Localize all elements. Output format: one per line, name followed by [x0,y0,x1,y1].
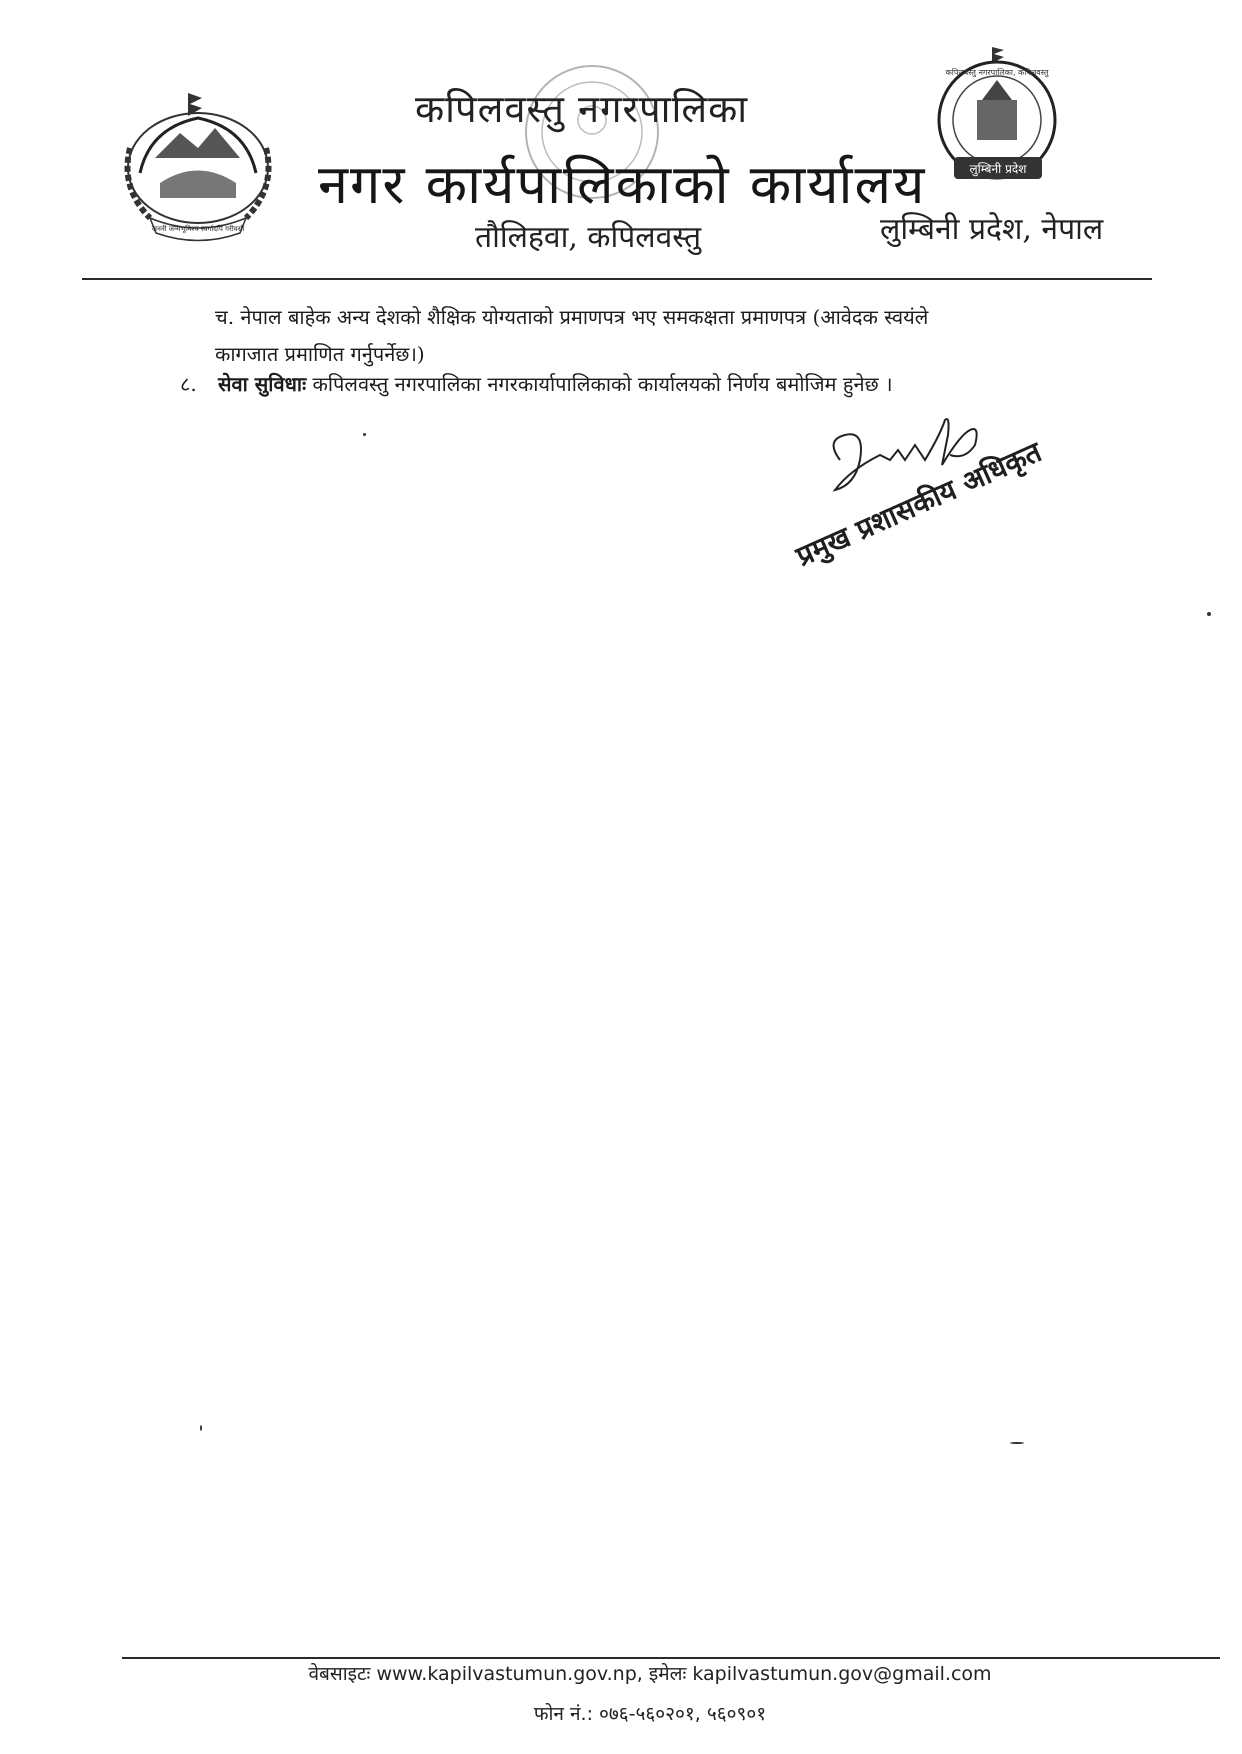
scan-speck [1010,1442,1024,1444]
emblem-motto-text: जननी जन्मभूमिश्च स्वर्गादपि गरीयसी [151,225,245,233]
header-divider [82,278,1152,280]
email-label: इमेलः [648,1663,687,1685]
national-emblem-logo [110,88,286,246]
body-line-cha-continued: कागजात प्रमाणित गर्नुपर्नेछ।) [215,342,425,366]
email-link[interactable]: kapilvastumun.gov@gmail.com [692,1663,992,1685]
body-line-cha: च. नेपाल बाहेक अन्य देशको शैक्षिक योग्यताको प्रमाणपत्र भए समकक्षता प्रमाणपत्र (आवेदक स्वयंले [215,305,929,329]
website-link[interactable]: www.kapilvastumun.gov.np [376,1663,637,1685]
phone-label: फोन नं.: [533,1703,593,1725]
municipality-name: कपिलवस्तु नगरपालिका [415,87,749,131]
office-address: तौलिहवा, कपिलवस्तु [475,220,702,255]
scan-speck [363,433,366,436]
item-title: सेवा सुविधाः [218,372,307,396]
municipality-logo [930,45,1065,205]
signatory-title-stamp: प्रमुख प्रशासकीय अधिकृत [791,435,1047,573]
footer-phone-line [280,1700,1020,1726]
province-country: लुम्बिनी प्रदेश, नेपाल [880,212,1104,247]
scan-speck [1207,612,1211,616]
logo-ring-text: कपिलवस्तु नगरपालिका, कपिलवस्तु [945,68,1049,77]
website-label: वेबसाइटः [308,1663,371,1685]
item-text: कपिलवस्तु नगरपालिका नगरकार्यापालिकाको कार्यालयको निर्णय बमोजिम हुनेछ । [306,372,893,396]
body-item-8 [180,370,893,397]
logo-banner-text: लुम्बिनी प्रदेश [969,162,1027,176]
footer-contact-line: वेबसाइटः www.kapilvastumun.gov.np, इमेलः kapilvastumun.gov@gmail.com [308,1663,992,1685]
phone-numbers: ०७६-५६०२०१, ५६०९०१ [599,1703,767,1725]
item-number: ८. [180,372,197,396]
office-name: नगर कार्यपालिकाको कार्यालय [318,153,927,216]
scan-speck [200,1425,202,1431]
footer-divider [122,1657,1220,1659]
